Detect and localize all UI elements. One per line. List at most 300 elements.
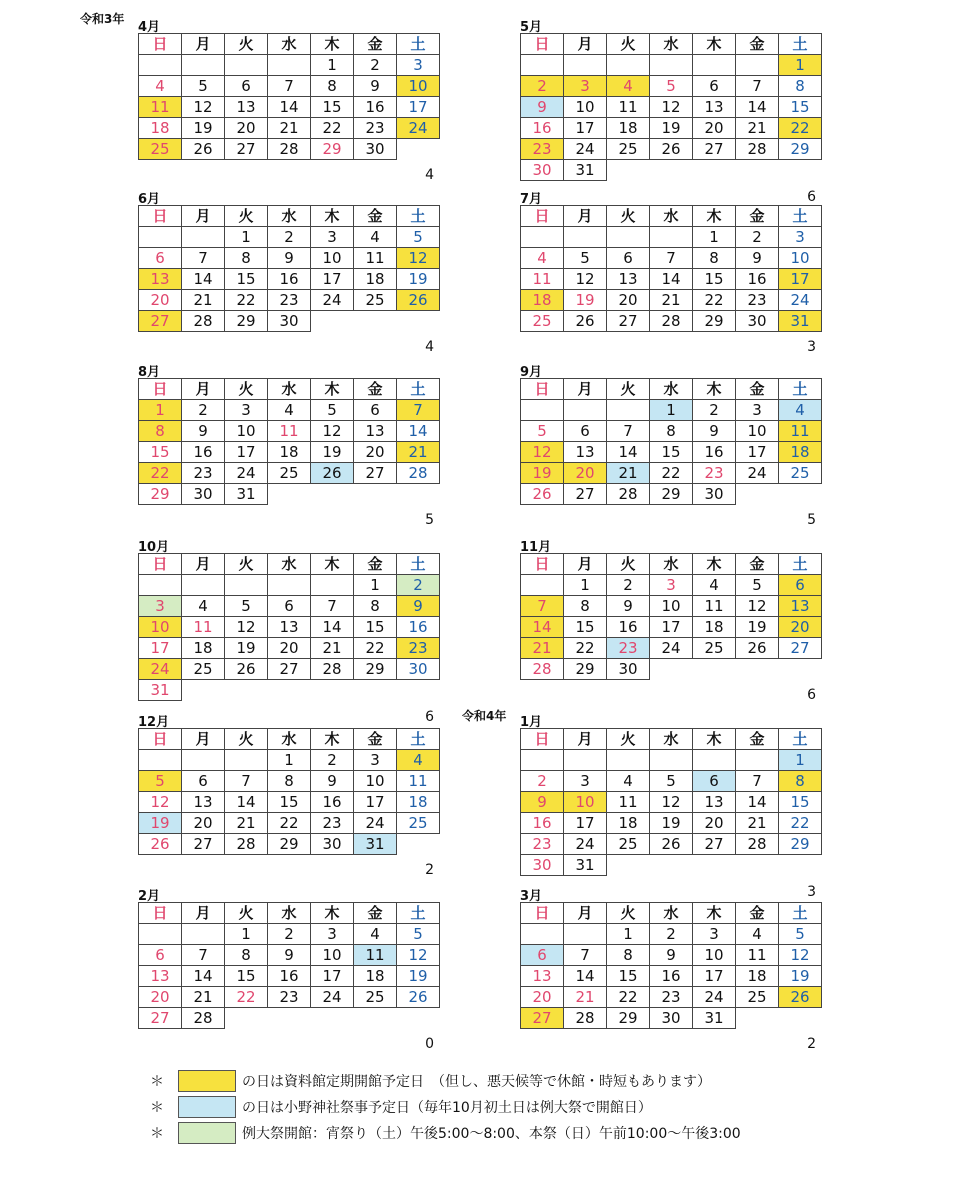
day-cell: 8 — [268, 771, 311, 792]
weekday-header: 土 — [397, 903, 440, 924]
day-cell: 26 — [311, 463, 354, 484]
day-cell: 12 — [779, 945, 822, 966]
day-cell: 30 — [650, 1008, 693, 1029]
weekday-header: 火 — [607, 379, 650, 400]
day-cell: 24 — [779, 290, 822, 311]
day-cell: 22 — [311, 118, 354, 139]
empty-cell — [521, 227, 564, 248]
empty-cell — [268, 680, 311, 701]
day-cell: 11 — [268, 421, 311, 442]
day-cell: 1 — [354, 575, 397, 596]
day-cell: 11 — [779, 421, 822, 442]
weekday-header: 土 — [779, 34, 822, 55]
day-cell: 16 — [182, 442, 225, 463]
weekday-header: 日 — [521, 34, 564, 55]
month-table — [138, 553, 440, 701]
month-table — [520, 902, 822, 1029]
empty-cell — [736, 750, 779, 771]
day-cell: 20 — [268, 638, 311, 659]
day-cell: 6 — [564, 421, 607, 442]
weekday-header: 月 — [564, 903, 607, 924]
day-cell: 26 — [397, 987, 440, 1008]
day-cell: 27 — [354, 463, 397, 484]
day-cell: 6 — [779, 575, 822, 596]
day-cell: 14 — [564, 966, 607, 987]
day-cell: 5 — [139, 771, 182, 792]
day-cell: 22 — [139, 463, 182, 484]
day-cell: 12 — [225, 617, 268, 638]
empty-cell — [311, 680, 354, 701]
day-cell: 14 — [521, 617, 564, 638]
day-cell: 16 — [521, 118, 564, 139]
day-cell: 18 — [607, 813, 650, 834]
day-cell: 8 — [139, 421, 182, 442]
day-cell: 12 — [736, 596, 779, 617]
day-cell: 15 — [311, 97, 354, 118]
weekday-header: 金 — [736, 379, 779, 400]
day-cell: 13 — [607, 269, 650, 290]
day-cell: 30 — [607, 659, 650, 680]
day-cell: 16 — [736, 269, 779, 290]
day-cell: 21 — [182, 987, 225, 1008]
day-cell: 30 — [311, 834, 354, 855]
weekday-header: 木 — [311, 729, 354, 750]
weekday-header: 木 — [693, 379, 736, 400]
day-cell: 5 — [311, 400, 354, 421]
legend-swatch-yellow — [178, 1070, 236, 1092]
month-title: 4月 — [138, 20, 161, 35]
day-cell: 18 — [607, 118, 650, 139]
legend-row-green — [150, 1122, 741, 1144]
empty-cell — [354, 1008, 397, 1029]
day-cell: 29 — [354, 659, 397, 680]
day-cell: 20 — [693, 118, 736, 139]
empty-cell — [521, 750, 564, 771]
empty-cell — [311, 575, 354, 596]
weekday-header: 火 — [225, 554, 268, 575]
day-cell: 2 — [268, 924, 311, 945]
empty-cell — [182, 55, 225, 76]
day-cell: 18 — [693, 617, 736, 638]
weekday-header: 金 — [354, 34, 397, 55]
day-cell: 5 — [779, 924, 822, 945]
day-cell: 21 — [268, 118, 311, 139]
empty-cell — [736, 659, 779, 680]
day-cell: 11 — [397, 771, 440, 792]
weekday-header: 金 — [736, 729, 779, 750]
day-cell: 31 — [693, 1008, 736, 1029]
day-cell: 4 — [736, 924, 779, 945]
day-cell: 31 — [225, 484, 268, 505]
weekday-header: 金 — [354, 729, 397, 750]
day-cell: 5 — [521, 421, 564, 442]
weekday-header: 水 — [268, 34, 311, 55]
day-cell: 27 — [139, 311, 182, 332]
day-cell: 22 — [650, 463, 693, 484]
day-cell: 28 — [311, 659, 354, 680]
empty-cell — [182, 924, 225, 945]
empty-cell — [736, 160, 779, 181]
day-cell: 1 — [779, 55, 822, 76]
day-cell: 15 — [779, 792, 822, 813]
empty-cell — [736, 855, 779, 876]
empty-cell — [521, 924, 564, 945]
day-cell: 5 — [564, 248, 607, 269]
empty-cell — [521, 400, 564, 421]
day-cell: 1 — [225, 924, 268, 945]
day-cell: 27 — [693, 834, 736, 855]
day-cell: 24 — [564, 139, 607, 160]
day-cell: 9 — [521, 97, 564, 118]
day-cell: 10 — [779, 248, 822, 269]
day-cell: 15 — [650, 442, 693, 463]
day-cell: 5 — [397, 924, 440, 945]
day-cell: 6 — [693, 76, 736, 97]
empty-cell — [564, 924, 607, 945]
day-cell: 22 — [564, 638, 607, 659]
weekday-header: 水 — [650, 903, 693, 924]
day-cell: 28 — [397, 463, 440, 484]
era-label-r3: 令和3年 — [80, 12, 125, 26]
day-cell: 23 — [182, 463, 225, 484]
legend-swatch-green — [178, 1122, 236, 1144]
weekday-header: 木 — [693, 206, 736, 227]
day-cell: 21 — [521, 638, 564, 659]
day-cell: 4 — [779, 400, 822, 421]
day-cell: 8 — [564, 596, 607, 617]
day-cell: 23 — [607, 638, 650, 659]
day-cell: 17 — [354, 792, 397, 813]
weekday-header: 土 — [779, 379, 822, 400]
day-cell: 25 — [607, 139, 650, 160]
day-cell: 29 — [564, 659, 607, 680]
open-day-count: 0 — [425, 1036, 434, 1052]
day-cell: 31 — [354, 834, 397, 855]
empty-cell — [225, 575, 268, 596]
empty-cell — [693, 659, 736, 680]
day-cell: 18 — [354, 966, 397, 987]
legend-row-yellow — [150, 1070, 711, 1092]
day-cell: 28 — [607, 484, 650, 505]
empty-cell — [225, 55, 268, 76]
weekday-header: 木 — [693, 729, 736, 750]
day-cell: 16 — [607, 617, 650, 638]
empty-cell — [650, 227, 693, 248]
weekday-header: 日 — [521, 379, 564, 400]
day-cell: 16 — [354, 97, 397, 118]
weekday-header: 月 — [182, 903, 225, 924]
month-table — [138, 378, 440, 505]
day-cell: 2 — [736, 227, 779, 248]
month-table — [520, 378, 822, 505]
day-cell: 7 — [182, 945, 225, 966]
empty-cell — [268, 55, 311, 76]
day-cell: 25 — [693, 638, 736, 659]
weekday-header: 木 — [693, 554, 736, 575]
weekday-header: 火 — [607, 903, 650, 924]
day-cell: 7 — [650, 248, 693, 269]
day-cell: 4 — [182, 596, 225, 617]
weekday-header: 水 — [650, 34, 693, 55]
empty-cell — [139, 575, 182, 596]
day-cell: 29 — [268, 834, 311, 855]
day-cell: 4 — [397, 750, 440, 771]
day-cell: 10 — [693, 945, 736, 966]
day-cell: 9 — [736, 248, 779, 269]
empty-cell — [268, 575, 311, 596]
day-cell: 2 — [182, 400, 225, 421]
day-cell: 13 — [693, 97, 736, 118]
day-cell: 12 — [397, 248, 440, 269]
day-cell: 22 — [225, 290, 268, 311]
weekday-header: 金 — [736, 554, 779, 575]
weekday-header: 日 — [139, 729, 182, 750]
day-cell: 17 — [779, 269, 822, 290]
day-cell: 3 — [311, 227, 354, 248]
day-cell: 11 — [736, 945, 779, 966]
day-cell: 14 — [311, 617, 354, 638]
day-cell: 10 — [311, 248, 354, 269]
day-cell: 7 — [311, 596, 354, 617]
day-cell: 20 — [354, 442, 397, 463]
day-cell: 5 — [182, 76, 225, 97]
weekday-header: 月 — [182, 729, 225, 750]
empty-cell — [397, 680, 440, 701]
day-cell: 20 — [607, 290, 650, 311]
day-cell: 19 — [650, 118, 693, 139]
empty-cell — [564, 400, 607, 421]
weekday-header: 月 — [182, 34, 225, 55]
day-cell: 3 — [779, 227, 822, 248]
day-cell: 17 — [564, 118, 607, 139]
empty-cell — [182, 227, 225, 248]
day-cell: 9 — [268, 248, 311, 269]
day-cell: 12 — [139, 792, 182, 813]
day-cell: 18 — [354, 269, 397, 290]
day-cell: 7 — [268, 76, 311, 97]
weekday-header: 火 — [607, 729, 650, 750]
day-cell: 7 — [607, 421, 650, 442]
day-cell: 2 — [311, 750, 354, 771]
day-cell: 6 — [182, 771, 225, 792]
day-cell: 23 — [736, 290, 779, 311]
empty-cell — [311, 1008, 354, 1029]
day-cell: 24 — [397, 118, 440, 139]
day-cell: 17 — [139, 638, 182, 659]
day-cell: 13 — [354, 421, 397, 442]
day-cell: 1 — [139, 400, 182, 421]
day-cell: 17 — [397, 97, 440, 118]
day-cell: 19 — [521, 463, 564, 484]
day-cell: 14 — [736, 792, 779, 813]
day-cell: 3 — [650, 575, 693, 596]
month-calendar — [138, 20, 440, 183]
day-cell: 3 — [397, 55, 440, 76]
day-cell: 26 — [736, 638, 779, 659]
day-cell: 2 — [354, 55, 397, 76]
day-cell: 1 — [650, 400, 693, 421]
day-cell: 9 — [650, 945, 693, 966]
day-cell: 9 — [311, 771, 354, 792]
day-cell: 25 — [139, 139, 182, 160]
day-cell: 8 — [650, 421, 693, 442]
weekday-header: 金 — [354, 206, 397, 227]
empty-cell — [139, 55, 182, 76]
day-cell: 16 — [268, 966, 311, 987]
day-cell: 28 — [182, 311, 225, 332]
month-title: 7月 — [520, 192, 543, 207]
empty-cell — [521, 575, 564, 596]
day-cell: 3 — [225, 400, 268, 421]
empty-cell — [779, 160, 822, 181]
day-cell: 22 — [225, 987, 268, 1008]
day-cell: 14 — [607, 442, 650, 463]
day-cell: 30 — [521, 855, 564, 876]
weekday-header: 火 — [225, 903, 268, 924]
day-cell: 26 — [564, 311, 607, 332]
empty-cell — [311, 484, 354, 505]
day-cell: 24 — [693, 987, 736, 1008]
day-cell: 9 — [693, 421, 736, 442]
weekday-header: 水 — [650, 729, 693, 750]
weekday-header: 水 — [268, 206, 311, 227]
weekday-header: 日 — [139, 206, 182, 227]
day-cell: 28 — [736, 834, 779, 855]
weekday-header: 日 — [139, 903, 182, 924]
open-day-count: 5 — [425, 512, 434, 528]
day-cell: 17 — [311, 269, 354, 290]
day-cell: 25 — [779, 463, 822, 484]
day-cell: 3 — [693, 924, 736, 945]
day-cell: 19 — [397, 269, 440, 290]
day-cell: 4 — [354, 924, 397, 945]
month-calendar — [138, 715, 440, 878]
weekday-header: 木 — [311, 379, 354, 400]
day-cell: 13 — [564, 442, 607, 463]
day-cell: 18 — [397, 792, 440, 813]
day-cell: 20 — [182, 813, 225, 834]
empty-cell — [650, 750, 693, 771]
empty-cell — [779, 659, 822, 680]
day-cell: 10 — [354, 771, 397, 792]
day-cell: 18 — [139, 118, 182, 139]
day-cell: 6 — [521, 945, 564, 966]
day-cell: 7 — [736, 76, 779, 97]
month-table — [520, 553, 822, 680]
day-cell: 19 — [736, 617, 779, 638]
day-cell: 27 — [521, 1008, 564, 1029]
weekday-header: 月 — [564, 729, 607, 750]
empty-cell — [139, 924, 182, 945]
month-title: 11月 — [520, 540, 552, 555]
day-cell: 3 — [564, 76, 607, 97]
day-cell: 17 — [650, 617, 693, 638]
day-cell: 13 — [139, 269, 182, 290]
weekday-header: 土 — [397, 379, 440, 400]
day-cell: 8 — [225, 248, 268, 269]
day-cell: 20 — [225, 118, 268, 139]
day-cell: 4 — [693, 575, 736, 596]
empty-cell — [607, 227, 650, 248]
day-cell: 6 — [693, 771, 736, 792]
weekday-header: 水 — [650, 554, 693, 575]
day-cell: 19 — [779, 966, 822, 987]
open-day-count: 6 — [807, 189, 816, 205]
empty-cell — [397, 1008, 440, 1029]
day-cell: 19 — [397, 966, 440, 987]
day-cell: 24 — [650, 638, 693, 659]
day-cell: 20 — [564, 463, 607, 484]
month-calendar — [520, 192, 822, 355]
empty-cell — [268, 484, 311, 505]
empty-cell — [564, 750, 607, 771]
day-cell: 14 — [650, 269, 693, 290]
day-cell: 2 — [693, 400, 736, 421]
day-cell: 8 — [225, 945, 268, 966]
empty-cell — [139, 750, 182, 771]
month-title: 10月 — [138, 540, 170, 555]
day-cell: 31 — [564, 855, 607, 876]
day-cell: 30 — [354, 139, 397, 160]
day-cell: 15 — [354, 617, 397, 638]
day-cell: 23 — [397, 638, 440, 659]
weekday-header: 月 — [182, 206, 225, 227]
day-cell: 3 — [354, 750, 397, 771]
day-cell: 6 — [607, 248, 650, 269]
legend-star: ＊ — [150, 1100, 164, 1116]
day-cell: 24 — [354, 813, 397, 834]
day-cell: 2 — [397, 575, 440, 596]
day-cell: 25 — [354, 987, 397, 1008]
open-day-count: 4 — [425, 167, 434, 183]
empty-cell — [311, 311, 354, 332]
day-cell: 13 — [139, 966, 182, 987]
month-calendar — [138, 192, 440, 355]
month-calendar — [138, 889, 440, 1052]
day-cell: 31 — [564, 160, 607, 181]
legend-row-blue — [150, 1096, 652, 1118]
day-cell: 30 — [736, 311, 779, 332]
day-cell: 9 — [268, 945, 311, 966]
day-cell: 18 — [736, 966, 779, 987]
weekday-header: 土 — [779, 903, 822, 924]
day-cell: 2 — [521, 76, 564, 97]
day-cell: 15 — [564, 617, 607, 638]
empty-cell — [607, 750, 650, 771]
open-day-count: 6 — [807, 687, 816, 703]
day-cell: 25 — [397, 813, 440, 834]
day-cell: 4 — [139, 76, 182, 97]
day-cell: 23 — [521, 139, 564, 160]
day-cell: 28 — [225, 834, 268, 855]
day-cell: 28 — [650, 311, 693, 332]
day-cell: 11 — [521, 269, 564, 290]
weekday-header: 木 — [693, 903, 736, 924]
weekday-header: 水 — [268, 379, 311, 400]
legend-text-blue: の日は小野神社祭事予定日（毎年10月初土日は例大祭で開館日） — [242, 1100, 652, 1116]
day-cell: 16 — [311, 792, 354, 813]
empty-cell — [736, 484, 779, 505]
weekday-header: 金 — [736, 34, 779, 55]
day-cell: 8 — [311, 76, 354, 97]
month-title: 12月 — [138, 715, 170, 730]
weekday-header: 水 — [650, 379, 693, 400]
day-cell: 10 — [139, 617, 182, 638]
day-cell: 25 — [607, 834, 650, 855]
day-cell: 11 — [693, 596, 736, 617]
day-cell: 18 — [521, 290, 564, 311]
day-cell: 29 — [311, 139, 354, 160]
